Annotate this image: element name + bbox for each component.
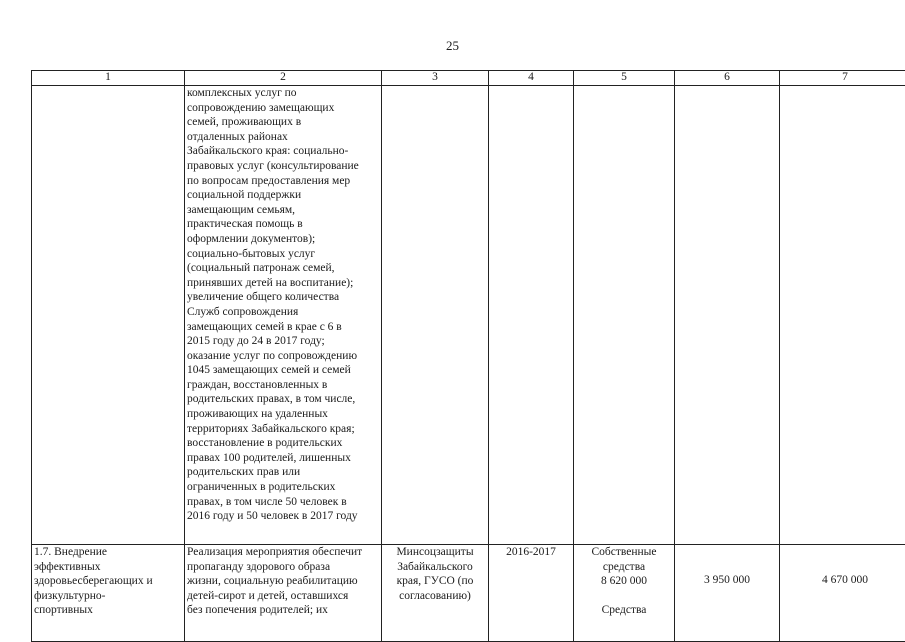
header-col-4: 4 <box>489 71 574 86</box>
cell-item-title: 1.7. Внедрение эффективных здоровьесберегающих и физкультурно- спортивных <box>32 545 185 642</box>
cell-item-funding: Собственные средства 8 620 000 Средства <box>574 545 675 642</box>
table-row-item-1-7 <box>32 545 905 642</box>
cell-item-executor: Минсоцзащиты Забайкальского края, ГУСО (по согласованию) <box>382 545 489 642</box>
cell-item-amount-2016: 3 950 000 <box>675 545 780 642</box>
cell-continued-col4 <box>489 86 574 545</box>
table-row-continued <box>32 86 905 545</box>
cell-continued-col1 <box>32 86 185 545</box>
header-col-1: 1 <box>32 71 185 86</box>
table-header-row <box>32 71 905 86</box>
header-col-7: 7 <box>780 71 905 86</box>
cell-item-description: Реализация мероприятия обеспечит пропаганду здорового образа жизни, социальную реабилитацию детей-сирот и детей, оставшихся без попечения родителей; их <box>185 545 382 642</box>
cell-item-period: 2016-2017 <box>489 545 574 642</box>
header-col-2: 2 <box>185 71 382 86</box>
page-number: 25 <box>0 38 905 54</box>
cell-continued-col5 <box>574 86 675 545</box>
header-col-3: 3 <box>382 71 489 86</box>
header-col-6: 6 <box>675 71 780 86</box>
cell-continued-col7 <box>780 86 905 545</box>
cell-continued-description: комплексных услуг по сопровождению замещающих семей, проживающих в отдаленных районах Забайкальского края: социально- правовых услуг (консультирование по вопросам предоставления мер социальной поддержки замещающим семьям, практическая помощь в оформлении документов); социально-бытовых услуг (социальный патронаж семей, принявших детей на воспитание); увеличение общего количества Служб сопровождения замещающих семей в крае с 6 в 2015 году до 24 в 2017 году; оказание услуг по сопровождению 1045 замещающих семей и семей граждан, восстановленных в родительских правах, в том числе, проживающих на удаленных территориях Забайкальского края; восстановление в родительских правах 100 родителей, лишенных родительских прав или ограниченных в родительских правах, в том числе 50 человек в 2016 году и 50 человек в 2017 году <box>185 86 382 545</box>
budget-table <box>31 70 905 642</box>
cell-item-amount-2017: 4 670 000 <box>780 545 905 642</box>
cell-continued-col6 <box>675 86 780 545</box>
header-col-5: 5 <box>574 71 675 86</box>
cell-continued-col3 <box>382 86 489 545</box>
